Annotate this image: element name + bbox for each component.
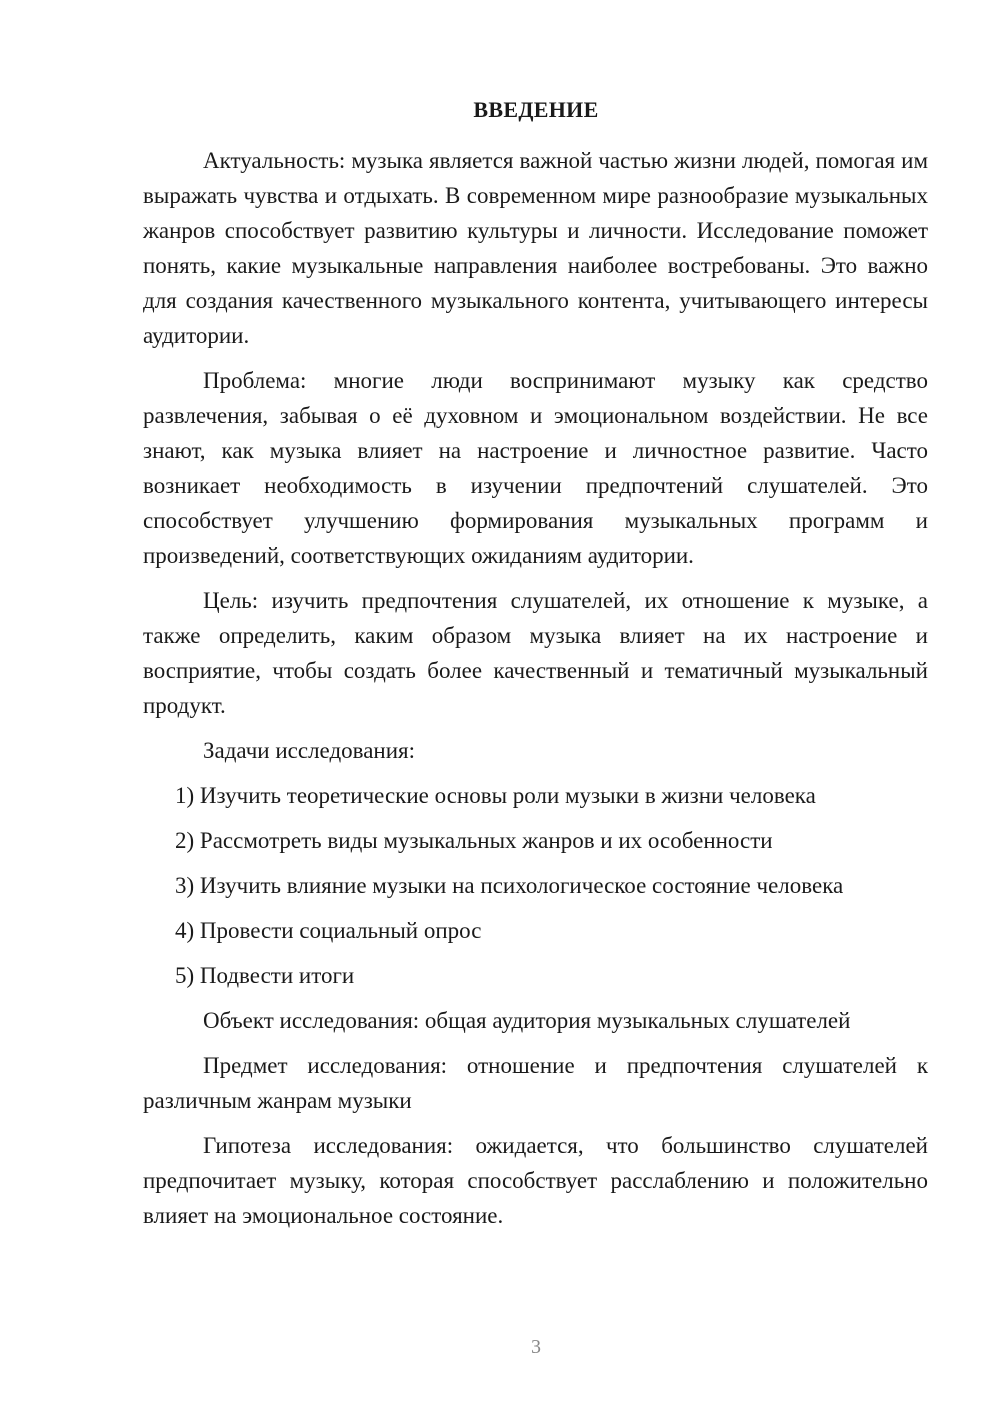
list-item: 3) Изучить влияние музыки на психологическое состояние человека — [175, 873, 844, 898]
problem-paragraph: Проблема: многие люди воспринимают музыку как средство развлечения, забывая о её духовном и эмоциональном воздействии. Не все знают, как музыка влияет на настроение и личностное развитие. Часто возникает необходимость в изучении предпочтений слушателей. Это способствует улучшению формирования музыкальных программ и произведений, соответствующих ожиданиям аудитории. — [143, 368, 928, 568]
list-item: 4) Провести социальный опрос — [175, 918, 482, 943]
tasks-list — [143, 778, 928, 993]
list-item: 2) Рассмотреть виды музыкальных жанров и их особенности — [175, 828, 773, 853]
page-title: ВВЕДЕНИЕ — [473, 97, 599, 122]
relevance-paragraph: Актуальность: музыка является важной частью жизни людей, помогая им выражать чувства и отдыхать. В современном мире разнообразие музыкальных жанров способствует развитию культуры и личности. Исследование поможет понять, какие музыкальные направления наиболее востребованы. Это важно для создания качественного музыкального контента, учитывающего интересы аудитории. — [143, 148, 928, 348]
list-item: 5) Подвести итоги — [175, 963, 355, 988]
page-number: 3 — [531, 1336, 541, 1358]
goal-paragraph: Цель: изучить предпочтения слушателей, их отношение к музыке, а также определить, каким образом музыка влияет на их настроение и восприятие, чтобы создать более качественный и тематичный музыкальный продукт. — [143, 588, 928, 718]
object-paragraph: Объект исследования: общая аудитория музыкальных слушателей — [203, 1008, 851, 1033]
hypothesis-paragraph: Гипотеза исследования: ожидается, что большинство слушателей предпочитает музыку, которая способствует расслаблению и положительно влияет на эмоциональное состояние. — [143, 1133, 928, 1228]
document-body — [143, 143, 928, 1243]
subject-paragraph: Предмет исследования: отношение и предпочтения слушателей к различным жанрам музыки — [143, 1053, 928, 1113]
tasks-heading: Задачи исследования: — [203, 738, 416, 763]
list-item: 1) Изучить теоретические основы роли музыки в жизни человека — [175, 783, 816, 808]
